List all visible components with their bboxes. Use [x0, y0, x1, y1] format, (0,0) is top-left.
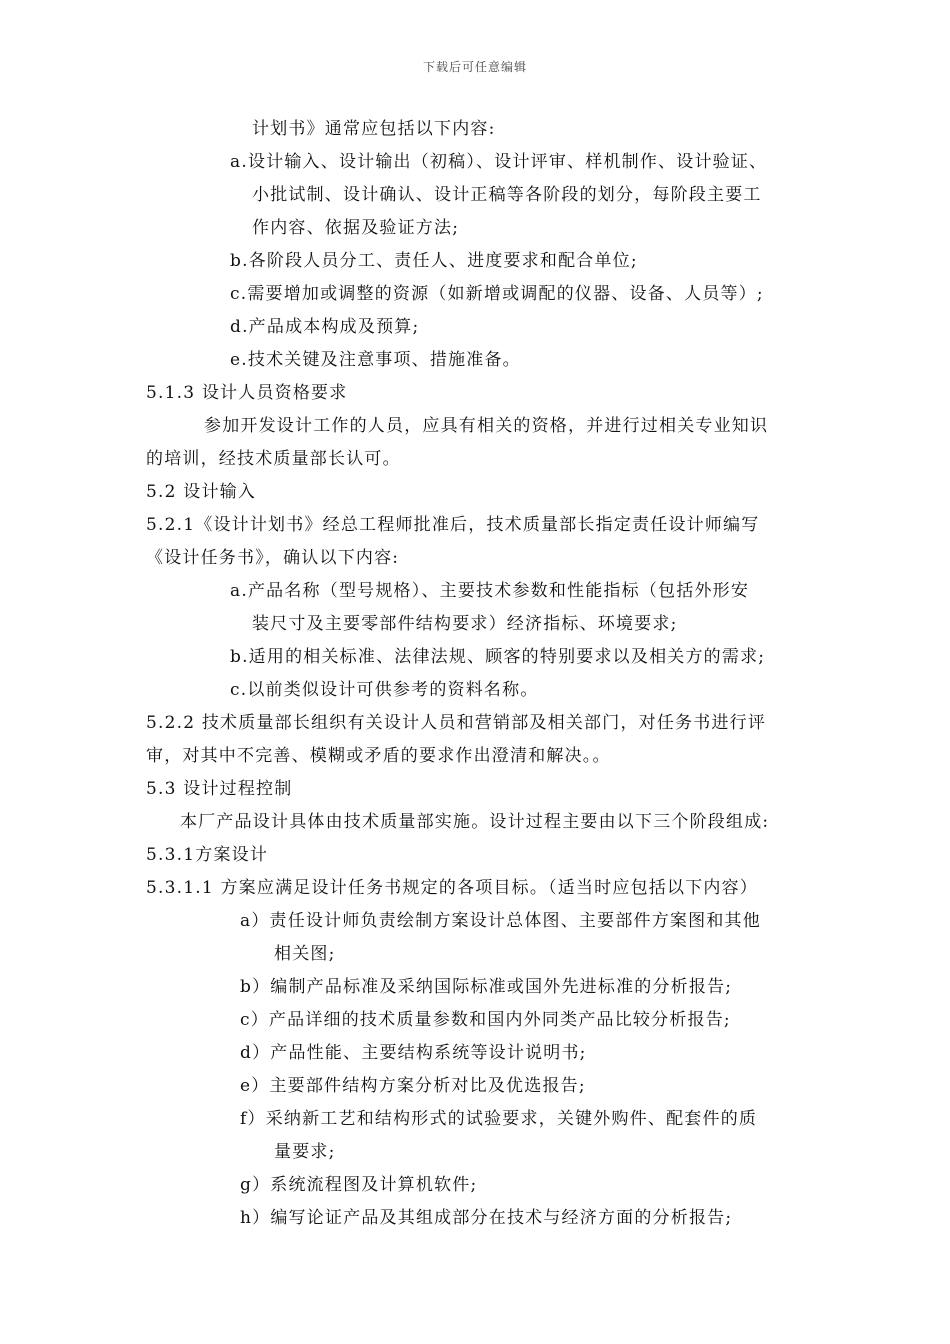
section-heading-5-3-1: 5.3.1方案设计 — [146, 845, 269, 865]
list-item-d: d）产品性能、主要结构系统等设计说明书; — [240, 1043, 587, 1063]
paragraph-line: 参加开发设计工作的人员，应具有相关的资格，并进行过相关专业知识 — [204, 416, 769, 436]
list-item-g: g）系统流程图及计算机软件; — [240, 1175, 478, 1195]
list-item-b: b.各阶段人员分工、责任人、进度要求和配合单位; — [230, 251, 638, 271]
section-heading-5-2: 5.2 设计输入 — [146, 482, 257, 502]
list-item-a-cont: 作内容、依据及验证方法; — [252, 218, 460, 238]
paragraph-line: 计划书》通常应包括以下内容: — [252, 119, 496, 139]
section-heading-5-3: 5.3 设计过程控制 — [146, 779, 293, 799]
list-item-c: c）产品详细的技术质量参数和国内外同类产品比较分析报告; — [240, 1010, 731, 1030]
paragraph-line: 《设计任务书》，确认以下内容: — [146, 548, 400, 568]
paragraph-line: 本厂产品设计具体由技术质量部实施。设计过程主要由以下三个阶段组成: — [180, 812, 770, 832]
paragraph-line: 5.2.2 技术质量部长组织有关设计人员和营销部及相关部门，对任务书进行评 — [146, 713, 767, 733]
page-header-note: 下载后可任意编辑 — [422, 60, 527, 74]
list-item-a-cont: 装尺寸及主要零部件结构要求）经济指标、环境要求; — [252, 614, 678, 634]
list-item-e: e.技术关键及注意事项、措施准备。 — [230, 350, 521, 370]
list-item-c: c.以前类似设计可供参考的资料名称。 — [230, 680, 539, 700]
list-item-f: f）采纳新工艺和结构形式的试验要求，关键外购件、配套件的质 — [240, 1109, 758, 1129]
section-heading-5-1-3: 5.1.3 设计人员资格要求 — [146, 383, 348, 403]
list-item-a: a.产品名称（型号规格）、主要技术参数和性能指标（包括外形安 — [230, 581, 750, 601]
list-item-a-cont: 小批试制、设计确认、设计正稿等各阶段的划分，每阶段主要工 — [252, 185, 762, 205]
paragraph-line: 5.2.1《设计计划书》经总工程师批准后，技术质量部长指定责任设计师编写 — [146, 515, 760, 535]
list-item-b: b.适用的相关标准、法律法规、顾客的特别要求以及相关方的需求; — [230, 647, 766, 667]
list-item-h: h）编写论证产品及其组成部分在技术与经济方面的分析报告; — [240, 1208, 733, 1228]
list-item-d: d.产品成本构成及预算; — [230, 317, 420, 337]
list-item-a: a.设计输入、设计输出（初稿）、设计评审、样机制作、设计验证、 — [230, 152, 768, 172]
paragraph-line: 审，对其中不完善、模糊或矛盾的要求作出澄清和解决。。 — [146, 746, 611, 766]
list-item-e: e）主要部件结构方案分析对比及优选报告; — [240, 1076, 586, 1096]
paragraph-line: 的培训，经技术质量部长认可。 — [146, 449, 401, 469]
list-item-f-cont: 量要求; — [274, 1142, 336, 1162]
list-item-a-cont: 相关图; — [274, 944, 336, 964]
list-item-b: b）编制产品标准及采纳国际标准或国外先进标准的分析报告; — [240, 977, 733, 997]
list-item-a: a）责任设计师负责绘制方案设计总体图、主要部件方案图和其他 — [240, 911, 761, 931]
paragraph-line: 5.3.1.1 方案应满足设计任务书规定的各项目标。（适当时应包括以下内容） — [146, 878, 758, 898]
list-item-c: c.需要增加或调整的资源（如新增或调配的仪器、设备、人员等）; — [230, 284, 764, 304]
